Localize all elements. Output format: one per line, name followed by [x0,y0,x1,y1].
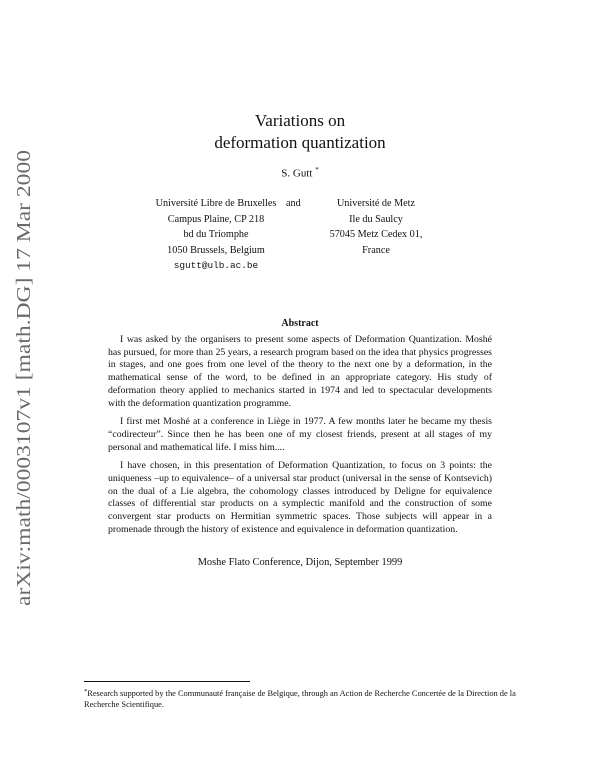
author-name: S. Gutt [281,167,313,180]
affiliation-left-line: Université Libre de Bruxelles [155,198,277,209]
abstract-paragraph: I have chosen, in this presentation of Deformation Quantization, to focus on 3 points: the uniqueness –up to equivalence– of a universal star product (universal in the sense of Kontsevich) on the dual of a Lie algebra, the cohomology classes introduced by Deligne for equivalence classes of differential star products on a symplectic manifold and the construction of some convergent star products on Hermitian symmetric spaces. Those subjects will appear in a promenade through the history of existence and equivalence in deformation quantization. [108,460,492,535]
arxiv-identifier-stamp [6,148,38,608]
footnote-text: Research supported by the Communauté française de Belgique, through an Action de Recherche Concertée de la Direction de la Recherche Scientifique. [84,689,516,709]
affiliation-left-line: 1050 Brussels, Belgium [167,244,265,256]
footnote-mark: * [84,688,88,695]
abstract-paragraph: I was asked by the organisers to present some aspects of Deformation Quantization. Moshé has pursued, for more than 25 years, a research program based on the idea that physics progresses in stages, and one goes from one level of the theory to the next one by a deformation, in the mathematical sense of the word, to be defined in an appropriate category. His study of deformation theory applied to mechanics started in 1974 and led to spectacular developments with the deformation quantization programme. [108,334,492,409]
footnote [84,686,518,710]
paper-title [0,110,600,154]
affiliation-left-line: bd du Triomphe [183,229,249,240]
affiliation-right-line: Université de Metz [336,198,416,209]
affiliation-and: and [286,198,301,209]
affiliation-right-line: 57045 Metz Cedex 01, France [329,229,423,256]
author-email: sgutt@ulb.ac.be [173,260,259,271]
affiliation-left-line: Campus Plaine, CP 218 [167,213,265,225]
conference-line: Moshe Flato Conference, Dijon, September 1999 [197,557,403,568]
abstract-body [108,334,492,543]
title-line-2: deformation quantization [214,133,386,152]
affiliation-right [318,196,434,258]
abstract-heading: Abstract [281,318,319,329]
affiliation-right-line: Ile du Saulcy [349,213,403,225]
affiliation-left [140,196,292,274]
abstract-paragraph: I first met Moshé at a conference in Liège in 1977. A few months later he became my thesis “codirecteur”. Since then he has been one of my closest friends, present at all stages of my personal and mathematical life. I miss him.... [108,416,492,453]
arxiv-identifier-text: arXiv:math/0003107v1 [math.DG] 17 Mar 2000 [14,228,35,606]
title-line-1: Variations on [254,111,346,130]
author-footnote-mark: * [315,166,319,174]
author-line [0,166,600,180]
footnote-rule [84,681,250,682]
